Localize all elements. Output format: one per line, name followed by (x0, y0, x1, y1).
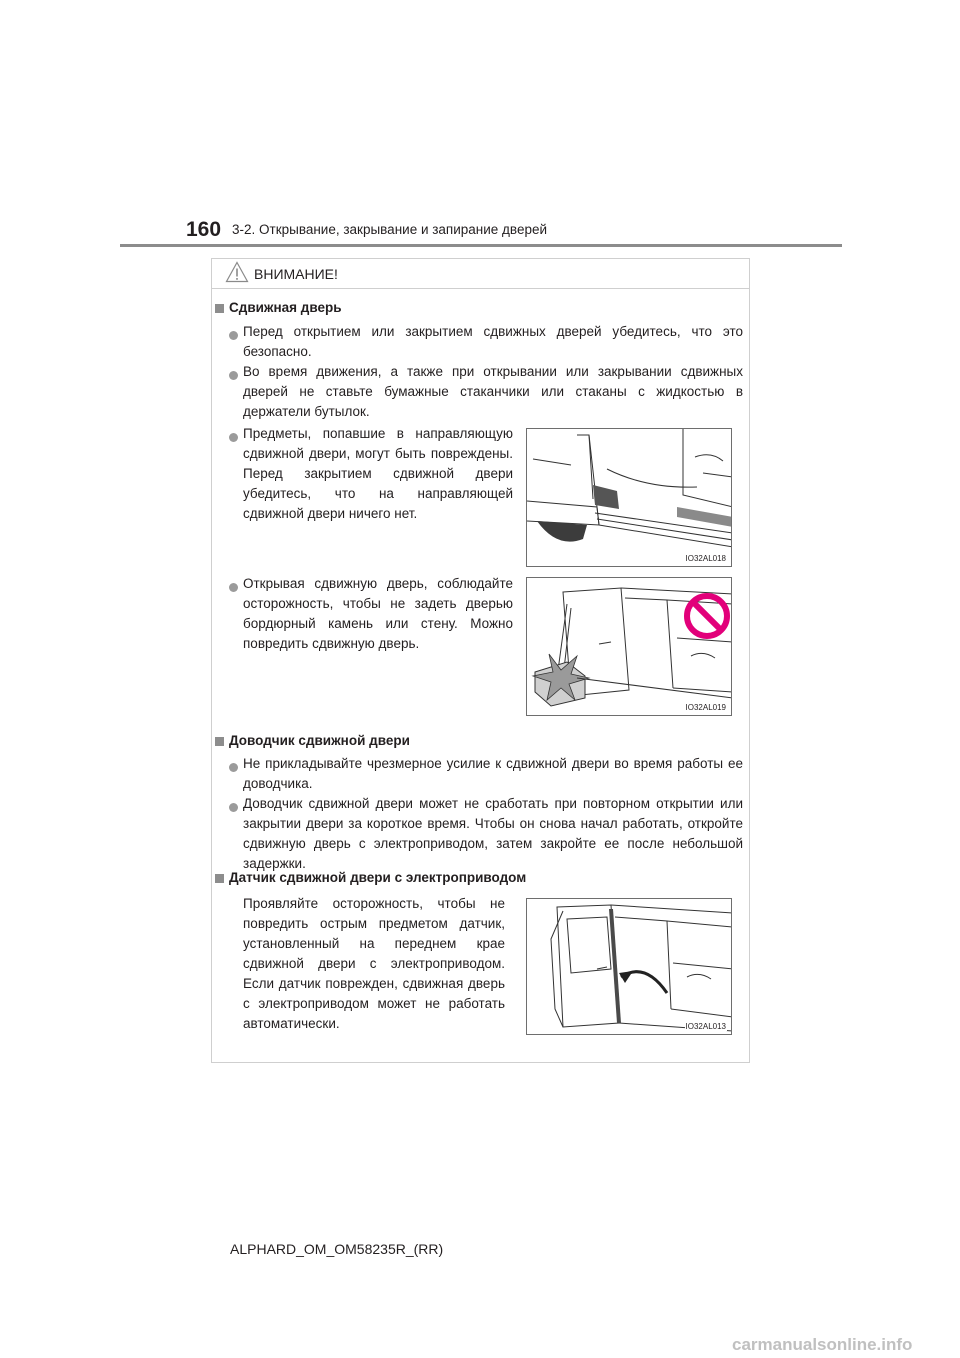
section-square-bullet (215, 304, 224, 313)
list-bullet (229, 763, 238, 772)
list-bullet (229, 433, 238, 442)
header-rule (120, 244, 842, 247)
list-bullet (229, 583, 238, 592)
list-item: Открывая сдвижную дверь, соблюдайте осторожность, чтобы не задеть дверью бордюрный камень или стену. Можно повредить сдвижную дверь. (243, 576, 513, 651)
section-title-power-door-sensor: Датчик сдвижной двери с электроприводом (229, 870, 527, 885)
figure-code: IO32AL019 (685, 703, 726, 712)
list-item: Перед открытием или закрытием сдвижных дверей убедитесь, что это безопасно. (243, 324, 743, 359)
list-item: Предметы, попавшие в направляющую сдвижной двери, могут быть повреждены. Перед закрытием сдвижной двери убедитесь, что на направляющей сдвижной двери ничего нет. (243, 426, 513, 521)
list-bullet (229, 803, 238, 812)
door-hitting-curb-prohibited-illustration (526, 577, 732, 716)
warning-triangle-icon (225, 261, 249, 288)
list-item: Во время движения, а также при открывании или закрывании сдвижных дверей не ставьте бумажные стаканчики или стаканы с жидкостью в держатели бутылок. (243, 364, 743, 419)
warning-title: ВНИМАНИЕ! (254, 266, 338, 282)
list-bullet (229, 371, 238, 380)
door-sensor-illustration (526, 898, 732, 1035)
document-code: ALPHARD_OM_OM58235R_(RR) (230, 1241, 444, 1257)
section-title-sliding-door: Сдвижная дверь (229, 300, 342, 315)
list-item: Доводчик сдвижной двери может не сработать при повторном открытии или закрытии двери за короткое время. Чтобы он снова начал работать, откройте сдвижную дверь с электроприводом, затем закройте ее после небольшой задержки. (243, 796, 743, 871)
page-number: 160 (186, 218, 222, 241)
list-bullet (229, 331, 238, 340)
section-title: 3-2. Открывание, закрывание и запирание дверей (232, 222, 548, 237)
section-square-bullet (215, 737, 224, 746)
section-title-door-closer: Доводчик сдвижной двери (229, 733, 410, 748)
door-rail-illustration (526, 428, 732, 567)
section-square-bullet (215, 874, 224, 883)
sensor-paragraph: Проявляйте осторожность, чтобы не повредить острым предметом датчик, установленный на переднем крае сдвижной двери с электроприводом. Если датчик поврежден, сдвижная дверь с электроприводом может не работать автоматически. (243, 896, 505, 1031)
figure-code: IO32AL013 (685, 1022, 726, 1031)
list-item: Не прикладывайте чрезмерное усилие к сдвижной двери во время работы ее доводчика. (243, 756, 743, 791)
watermark: carmanualsonline.info (732, 1335, 913, 1354)
figure-code: IO32AL018 (685, 554, 726, 563)
